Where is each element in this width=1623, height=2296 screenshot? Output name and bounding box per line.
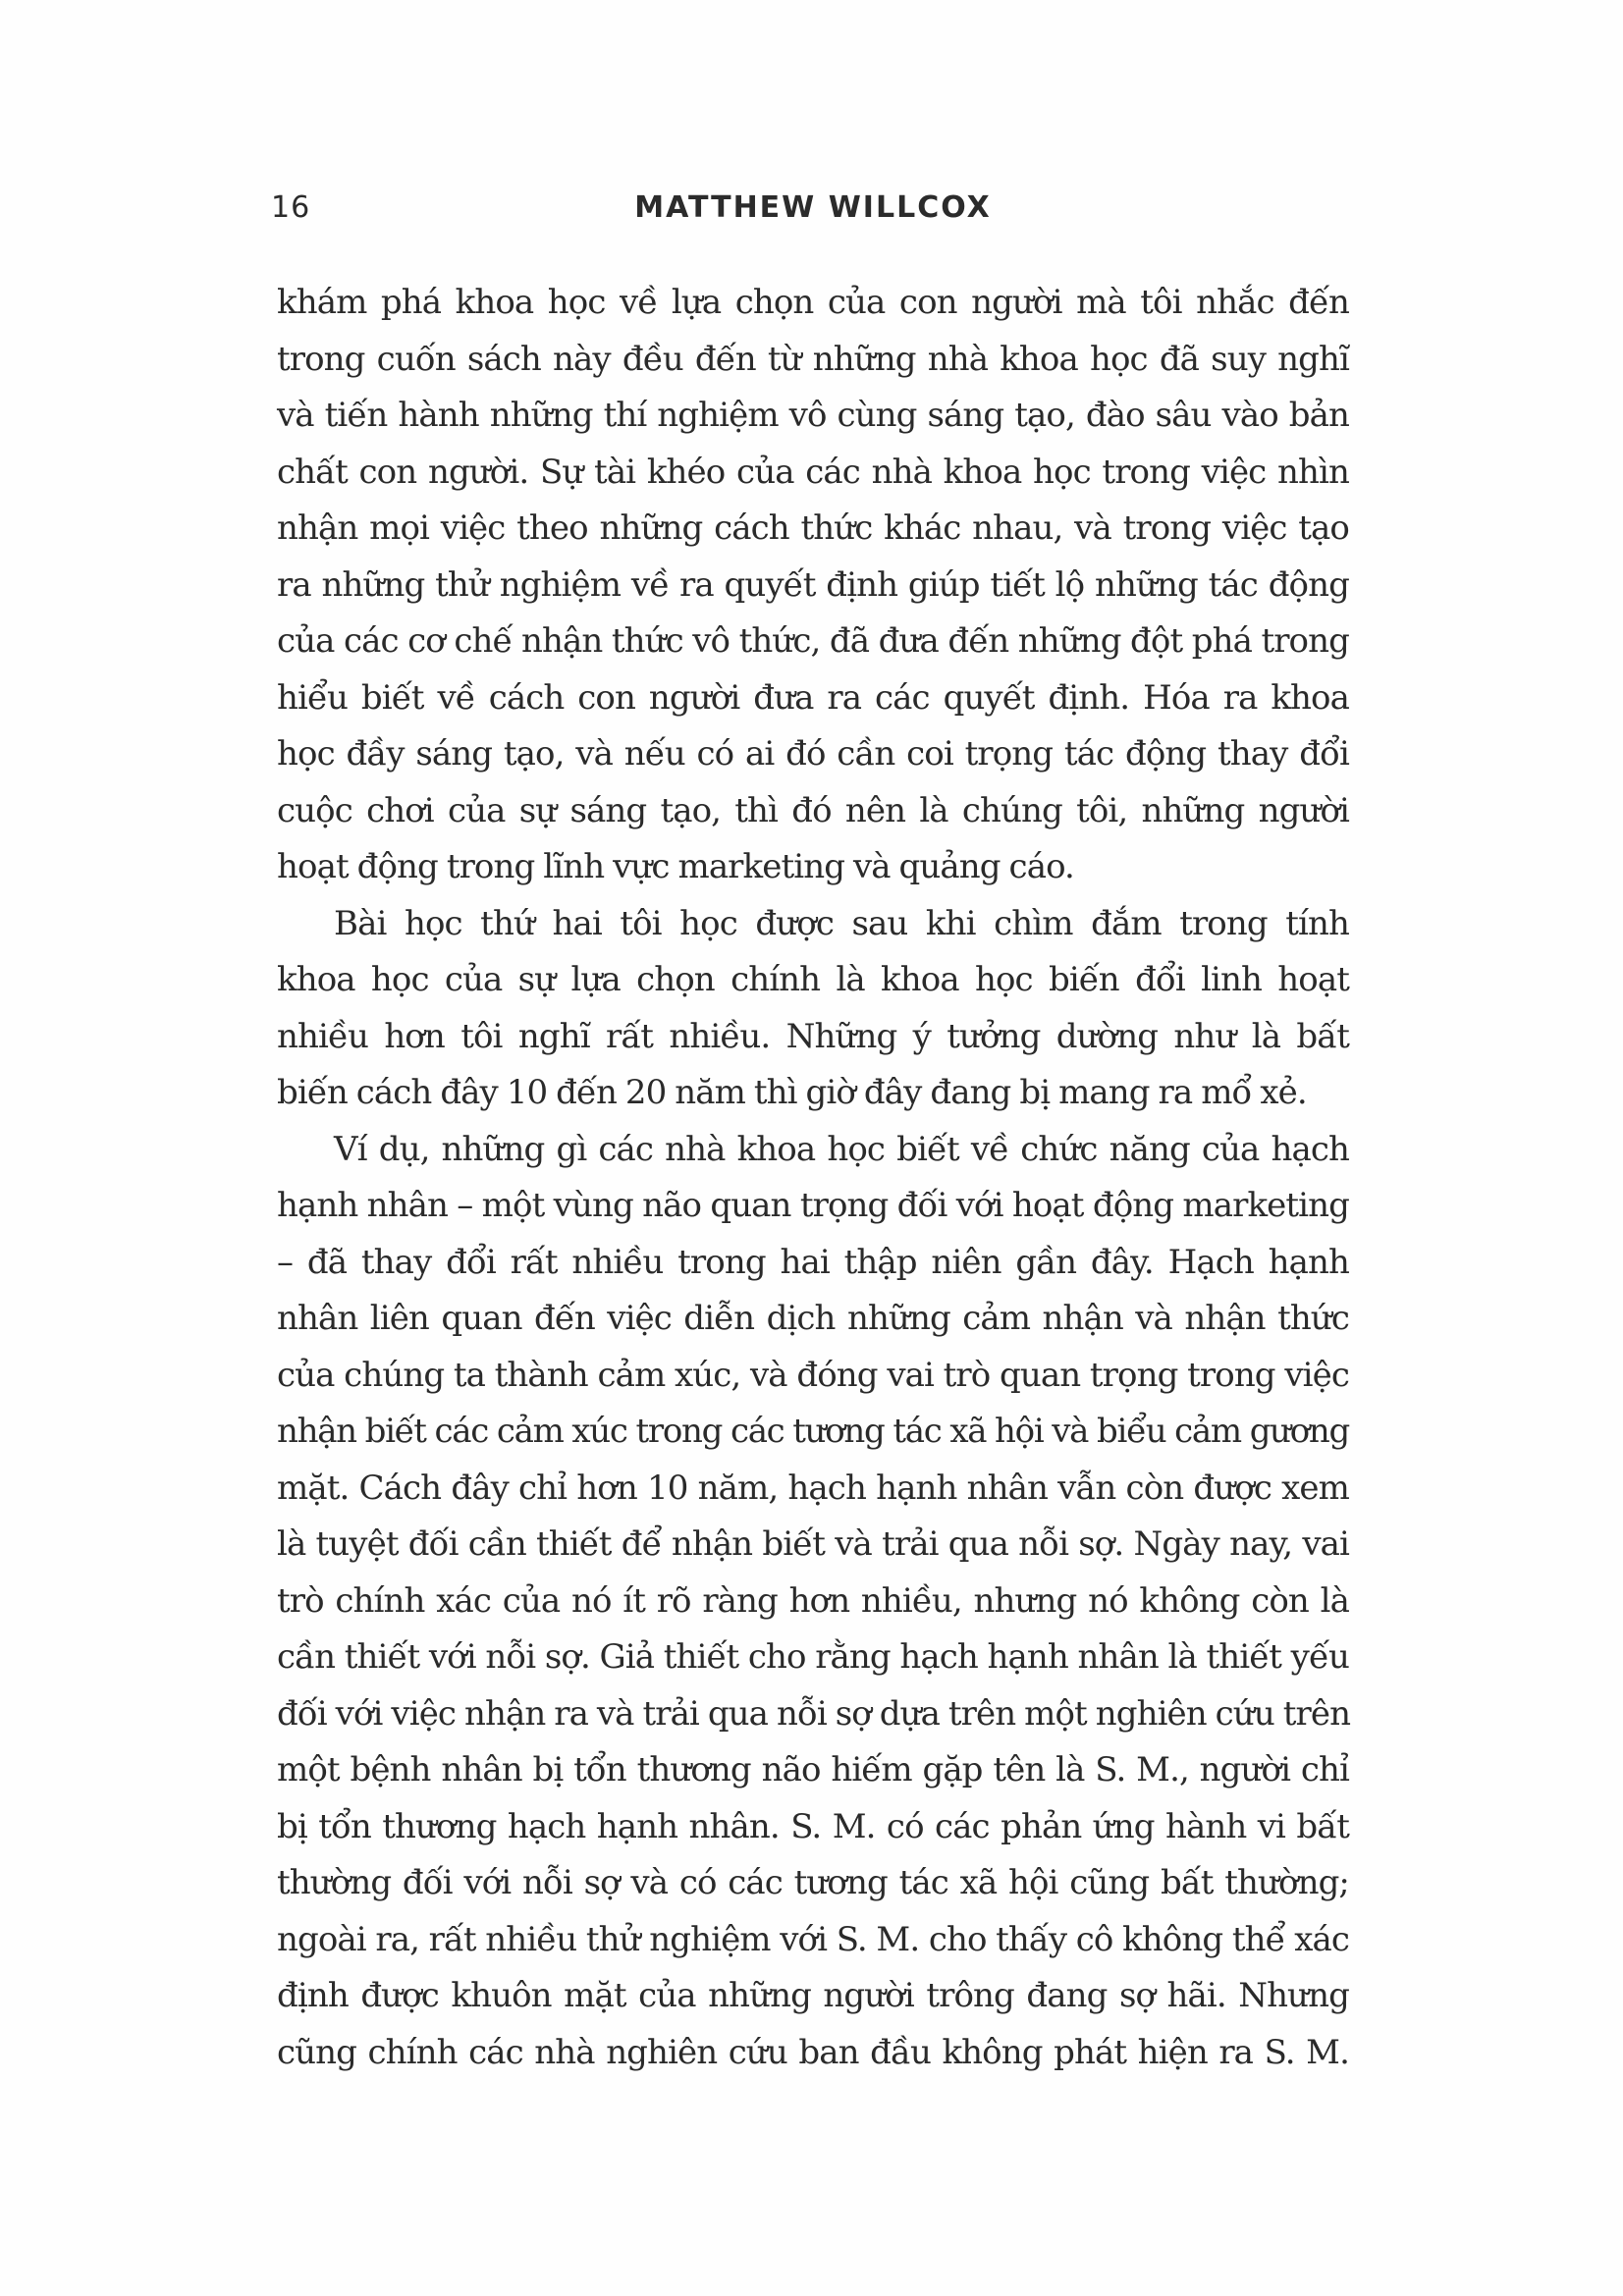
text-line: học đầy sáng tạo, và nếu có ai đó cần coi trọng tác động thay đổi [277, 734, 1349, 774]
text-line: nhận mọi việc theo những cách thức khác nhau, và trong việc tạo [277, 508, 1349, 548]
text-line: thường đối với nỗi sợ và có các tương tác xã hội cũng bất thường; [277, 1863, 1349, 1902]
text-line: cũng chính các nhà nghiên cứu ban đầu không phát hiện ra S. M. [277, 2032, 1349, 2072]
text-line: Bài học thứ hai tôi học được sau khi chìm đắm trong tính [334, 903, 1349, 943]
text-line: và tiến hành những thí nghiệm vô cùng sáng tạo, đào sâu vào bản [277, 396, 1349, 435]
paragraph [277, 1122, 1349, 2082]
text-line: đối với việc nhận ra và trải qua nỗi sợ dựa trên một nghiên cứu trên [277, 1693, 1351, 1734]
text-line: khoa học của sự lựa chọn chính là khoa học biến đổi linh hoạt [277, 960, 1349, 999]
text-line: của chúng ta thành cảm xúc, và đóng vai trò quan trọng trong việc [277, 1355, 1349, 1395]
text-line: ngoài ra, rất nhiều thử nghiệm với S. M. cho thấy cô không thể xác [277, 1919, 1349, 1959]
text-line: của các cơ chế nhận thức vô thức, đã đưa đến những đột phá trong [277, 621, 1349, 661]
text-line: – đã thay đổi rất nhiều trong hai thập niên gần đây. Hạch hạnh [277, 1242, 1349, 1282]
paragraph [277, 896, 1349, 1122]
text-line: bị tổn thương hạch hạnh nhân. S. M. có các phản ứng hành vi bất [277, 1806, 1349, 1846]
text-line: nhân liên quan đến việc diễn dịch những cảm nhận và nhận thức [277, 1299, 1349, 1338]
running-header [271, 183, 1355, 234]
paragraph [277, 275, 1349, 896]
text-line: nhiều hơn tôi nghĩ rất nhiều. Những ý tưởng dường như là bất [277, 1016, 1349, 1056]
text-line: trong cuốn sách này đều đến từ những nhà khoa học đã suy nghĩ [277, 339, 1349, 379]
text-line: hạnh nhân – một vùng não quan trọng đối với hoạt động marketing [277, 1186, 1349, 1225]
running-title: MATTHEW WILLCOX [634, 190, 992, 225]
text-line: nhận biết các cảm xúc trong các tương tác xã hội và biểu cảm gương [277, 1412, 1349, 1451]
text-line: cuộc chơi của sự sáng tạo, thì đó nên là chúng tôi, những người [277, 790, 1349, 830]
text-line: khám phá khoa học về lựa chọn của con người mà tôi nhắc đến [277, 283, 1349, 322]
text-line: biến cách đây 10 đến 20 năm thì giờ đây đang bị mang ra mổ xẻ. [277, 1073, 1307, 1112]
text-line: định được khuôn mặt của những người trông đang sợ hãi. Nhưng [277, 1976, 1349, 2015]
text-line: trò chính xác của nó ít rõ ràng hơn nhiều, nhưng nó không còn là [277, 1580, 1349, 1621]
text-line: một bệnh nhân bị tổn thương não hiếm gặp tên là S. M., người chỉ [277, 1750, 1349, 1789]
text-line: chất con người. Sự tài khéo của các nhà khoa học trong việc nhìn [277, 452, 1349, 492]
text-line: là tuyệt đối cần thiết để nhận biết và trải qua nỗi sợ. Ngày nay, vai [277, 1524, 1349, 1564]
page-number: 16 [271, 190, 311, 225]
text-line: cần thiết với nỗi sợ. Giả thiết cho rằng hạch hạnh nhân là thiết yếu [277, 1637, 1349, 1677]
text-line: Ví dụ, những gì các nhà khoa học biết về chức năng của hạch [334, 1129, 1349, 1169]
text-line: hoạt động trong lĩnh vực marketing và quảng cáo. [277, 847, 1074, 886]
text-line: ra những thử nghiệm về ra quyết định giúp tiết lộ những tác động [277, 564, 1349, 605]
body-text [277, 275, 1349, 2081]
text-line: hiểu biết về cách con người đưa ra các quyết định. Hóa ra khoa [277, 677, 1349, 718]
text-line: mặt. Cách đây chỉ hơn 10 năm, hạch hạnh nhân vẫn còn được xem [277, 1468, 1349, 1508]
